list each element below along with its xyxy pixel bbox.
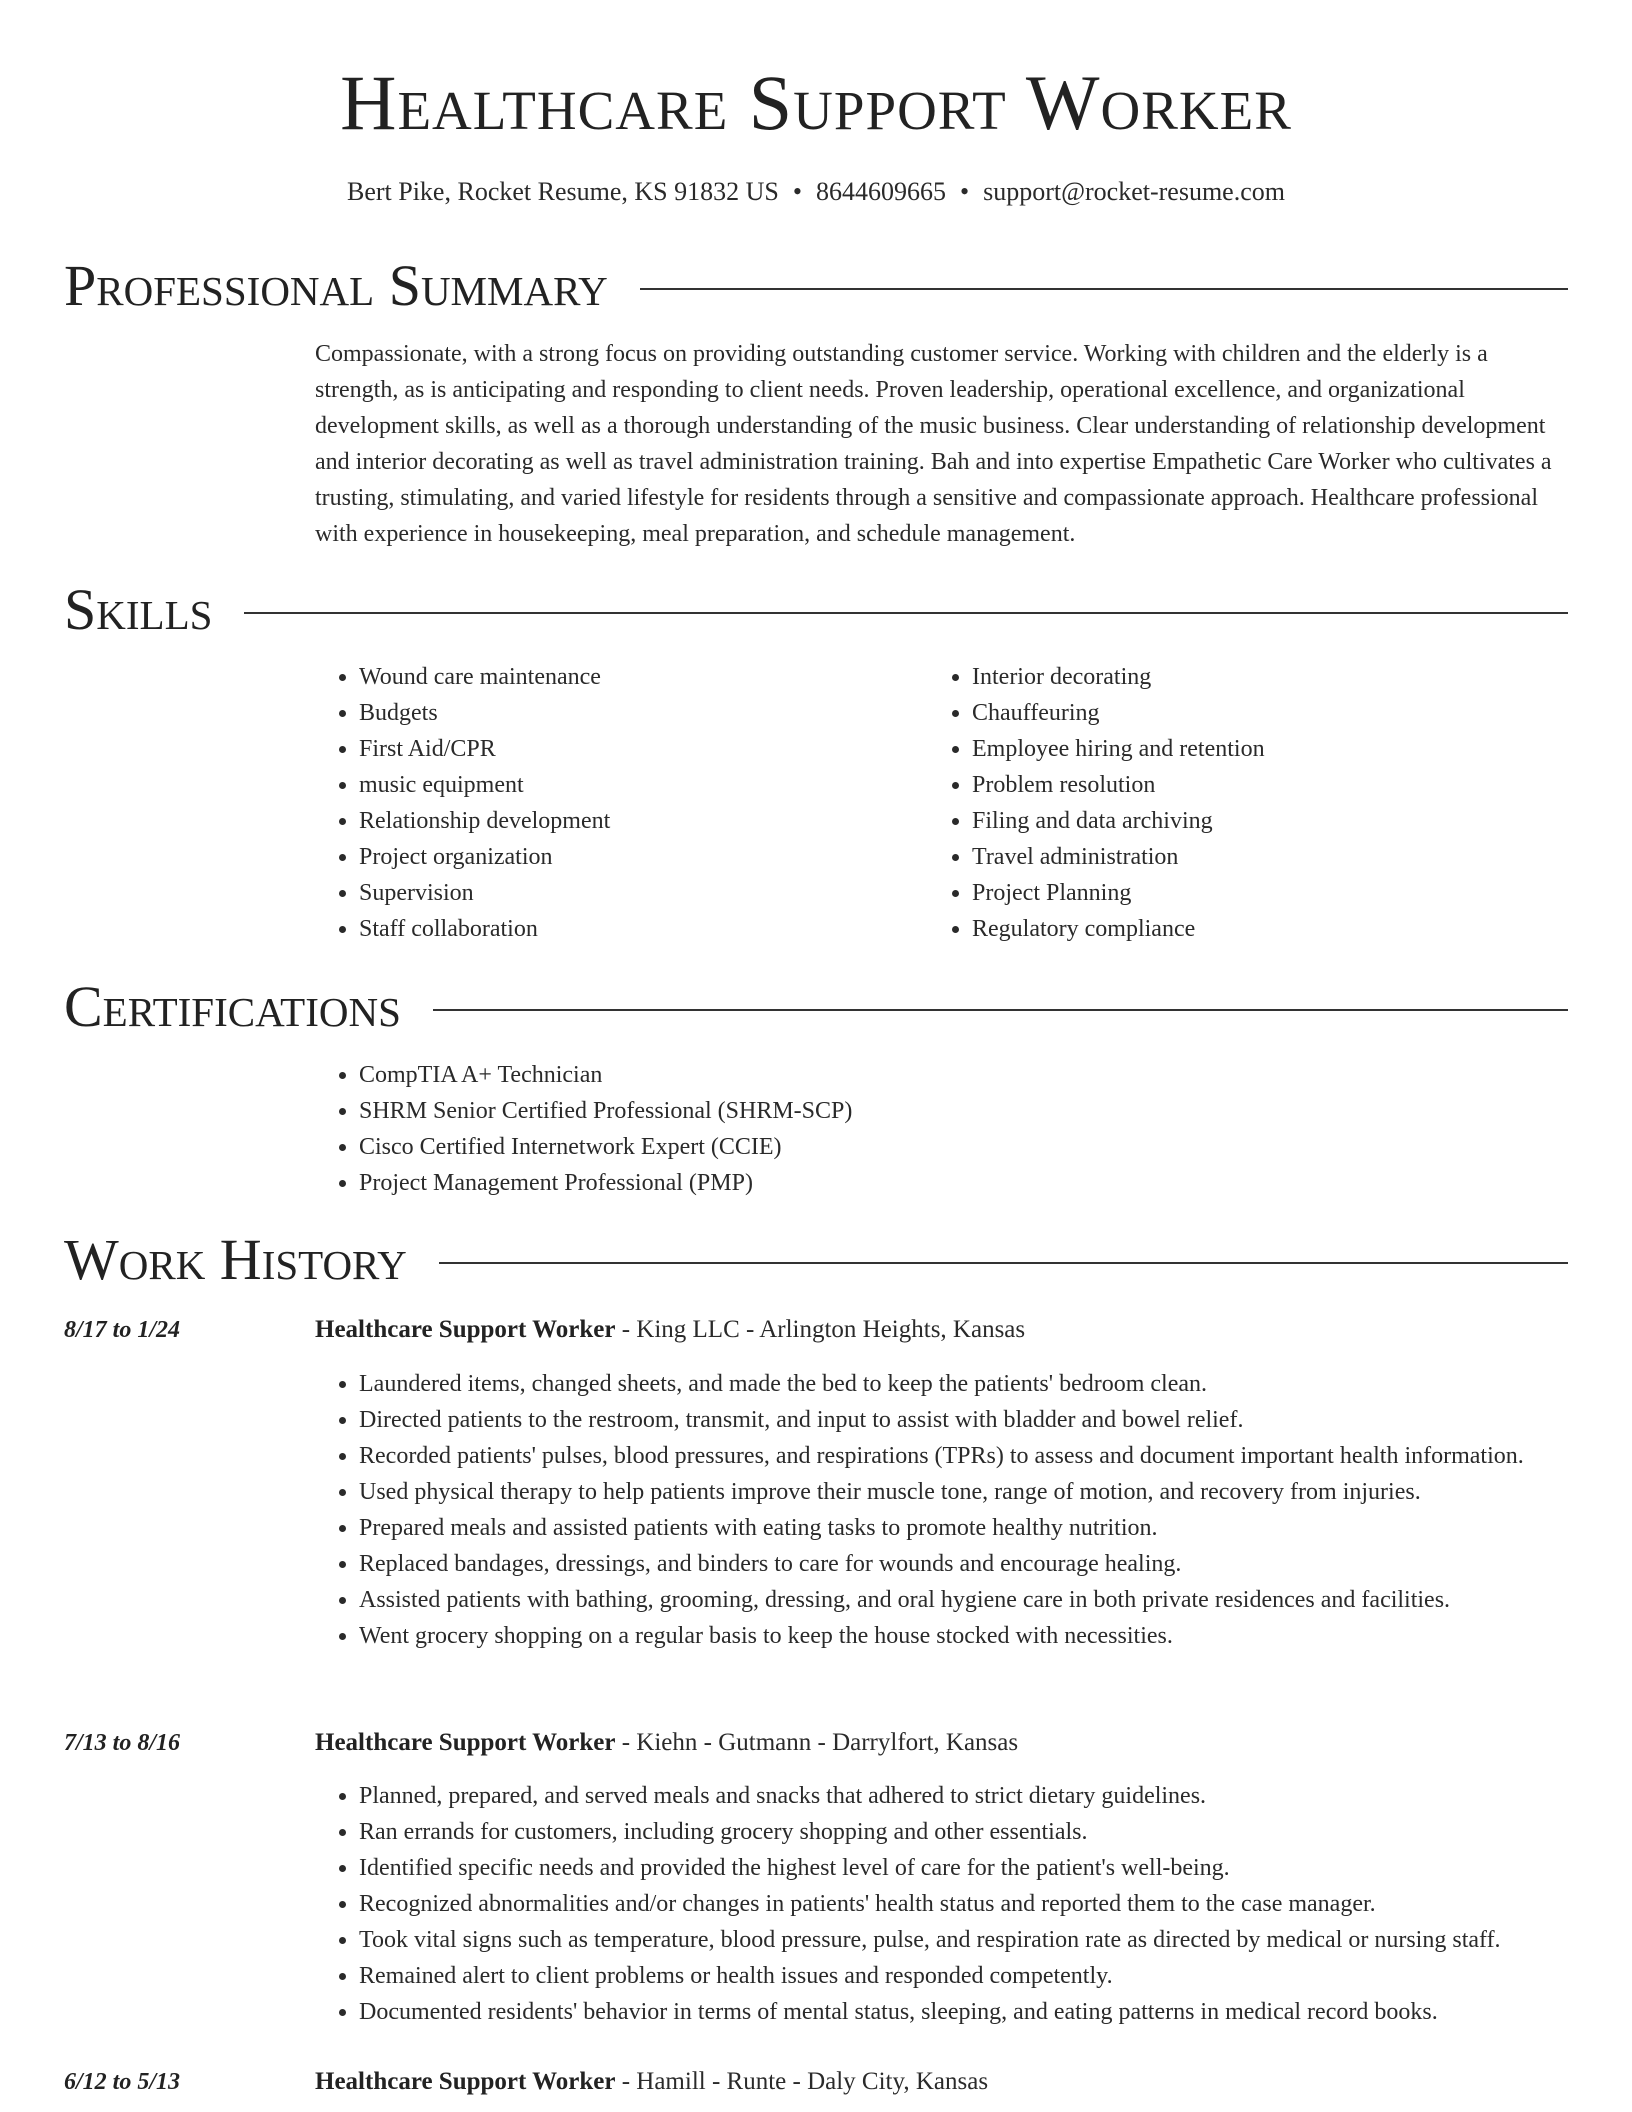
list-item: • Went grocery shopping on a regular basis to keep the house stocked with necessities. [359, 1618, 1575, 1654]
contact-address: Bert Pike, Rocket Resume, KS 91832 US [346, 177, 779, 206]
list-item: • Took vital signs such as temperature, blood pressure, pulse, and respiration rate as directed by medical or nursing staff. [359, 1922, 1575, 1958]
list-item: • Project Management Professional (PMP) [359, 1165, 1315, 1201]
job-employer: - Kiehn - Gutmann - Darrylfort, Kansas [615, 1729, 1019, 1756]
section-divider [439, 1262, 1568, 1264]
list-item: • Directed patients to the restroom, transmit, and input to assist with bladder and bowel relief. [359, 1402, 1575, 1438]
certifications-list [315, 1057, 1315, 1201]
list-item: • CompTIA A+ Technician [359, 1057, 1315, 1093]
section-summary-header [64, 251, 1568, 321]
list-item: • Ran errands for customers, including grocery shopping and other essentials. [359, 1814, 1575, 1850]
list-item: • Problem resolution [972, 767, 1528, 803]
job-employer: - King LLC - Arlington Heights, Kansas [615, 1316, 1026, 1343]
contact-separator: • [959, 177, 970, 206]
list-item: • Replaced bandages, dressings, and binders to care for wounds and encourage healing. [359, 1546, 1575, 1582]
list-item: • music equipment [359, 767, 915, 803]
list-item: • Project Planning [972, 875, 1528, 911]
contact-phone: 8644609665 [815, 177, 946, 206]
contact-line [0, 176, 1632, 208]
list-item: • Laundered items, changed sheets, and made the bed to keep the patients' bedroom clean. [359, 1366, 1575, 1402]
section-divider [433, 1009, 1568, 1011]
page-title: Healthcare Support Worker [340, 59, 1292, 146]
list-item: • First Aid/CPR [359, 731, 915, 767]
list-item: • Cisco Certified Internetwork Expert (CCIE) [359, 1129, 1315, 1165]
list-item: • Employee hiring and retention [972, 731, 1528, 767]
job-title-line [315, 1312, 1575, 1348]
list-item: • Supervision [359, 875, 915, 911]
job-dates: 7/13 to 8/16 [64, 1730, 181, 1756]
list-item: • Staff collaboration [359, 911, 915, 947]
list-item: • Budgets [359, 695, 915, 731]
list-item: • Filing and data archiving [972, 803, 1528, 839]
list-item: • Regulatory compliance [972, 911, 1528, 947]
list-item: • Chauffeuring [972, 695, 1528, 731]
section-heading: Skills [64, 577, 213, 642]
skills-list-right [928, 659, 1528, 947]
skills-list-left [315, 659, 915, 947]
section-certifications-header [64, 972, 1568, 1042]
list-item: • Planned, prepared, and served meals and snacks that adhered to strict dietary guidelines. [359, 1778, 1575, 1814]
job-duties-list [315, 1778, 1575, 2030]
job-role: Healthcare Support Worker [315, 2068, 616, 2095]
list-item: • SHRM Senior Certified Professional (SHRM-SCP) [359, 1093, 1315, 1129]
job-duties [315, 1778, 1575, 2030]
section-skills-header [64, 575, 1568, 645]
list-item: • Relationship development [359, 803, 915, 839]
job-title-line [315, 1725, 1575, 1761]
list-item: • Project organization [359, 839, 915, 875]
summary-text: Compassionate, with a strong focus on providing outstanding customer service. Working with children and the elderly is a strength, as is anticipating and responding to client needs. Proven leadership, operational excellence, and organizational development skills, as well as a thorough understanding of the music business. Clear understanding of relationship development and interior decorating as well as travel administration training. Bah and into expertise Empathetic Care Worker who cultivates a trusting, stimulating, and varied lifestyle for residents through a sensitive and compassionate approach. Healthcare professional with experience in housekeeping, meal preparation, and schedule management. [315, 341, 1552, 547]
section-heading: Work History [64, 1227, 407, 1292]
job-role: Healthcare Support Worker [315, 1729, 616, 1756]
section-divider [244, 612, 1568, 614]
list-item: • Prepared meals and assisted patients with eating tasks to promote healthy nutrition. [359, 1510, 1575, 1546]
list-item: • Recognized abnormalities and/or changes in patients' health status and reported them to the case manager. [359, 1886, 1575, 1922]
contact-separator: • [792, 177, 802, 206]
section-heading: Professional Summary [64, 253, 608, 318]
list-item: • Identified specific needs and provided the highest level of care for the patient's well-being. [359, 1850, 1575, 1886]
certifications-block [315, 1057, 1315, 1201]
job-duties-list [315, 1366, 1575, 1654]
section-heading: Certifications [64, 974, 401, 1039]
job-duties [315, 1366, 1575, 1654]
list-item: • Remained alert to client problems or health issues and responded competently. [359, 1958, 1575, 1994]
job-dates: 6/12 to 5/13 [64, 2069, 181, 2095]
list-item: • Assisted patients with bathing, grooming, dressing, and oral hygiene care in both private residences and facilities. [359, 1582, 1575, 1618]
skills-column-left [315, 659, 915, 947]
list-item: • Wound care maintenance [359, 659, 915, 695]
skills-column-right [928, 659, 1528, 947]
list-item: • Used physical therapy to help patients improve their muscle tone, range of motion, and recovery from injuries. [359, 1474, 1575, 1510]
list-item: • Documented residents' behavior in terms of mental status, sleeping, and eating patterns in medical record books. [359, 1994, 1575, 2030]
section-divider [640, 288, 1568, 290]
list-item: • Recorded patients' pulses, blood pressures, and respirations (TPRs) to assess and document important health information. [359, 1438, 1575, 1474]
job-dates: 8/17 to 1/24 [64, 1317, 181, 1343]
contact-email: support@rocket-resume.com [983, 177, 1285, 206]
job-title-line [315, 2064, 1575, 2100]
job-role: Healthcare Support Worker [315, 1316, 616, 1343]
job-employer: - Hamill - Runte - Daly City, Kansas [615, 2068, 989, 2095]
section-work-header [64, 1225, 1568, 1295]
list-item: • Travel administration [972, 839, 1528, 875]
list-item: • Interior decorating [972, 659, 1528, 695]
